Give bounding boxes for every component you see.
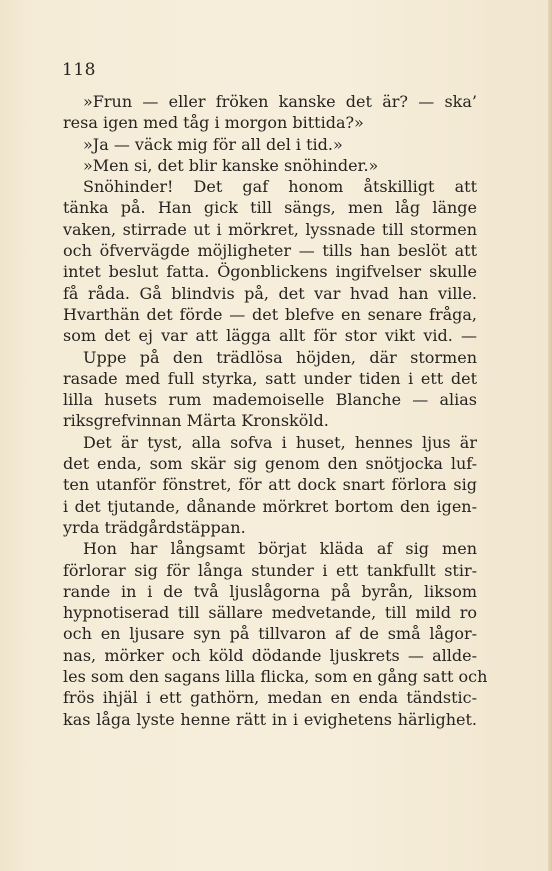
text-line: rande in i de två ljuslågorna på byrån, liksom (63, 581, 477, 601)
text-line: lilla husets rum mademoiselle Blanche — alias (63, 390, 477, 410)
text-line: rasade med full styrka, satt under tiden i ett det (63, 368, 477, 388)
text-line: hypnotiserad till sällare medvetande, till mild ro (63, 603, 477, 623)
text-line: Hvarthän det förde — det blefve en senare fråga, (63, 304, 477, 324)
text-line: resa igen med tåg i morgon bittida?» (63, 113, 364, 133)
text-line: nas, mörker och köld dödande ljuskrets — allde- (63, 645, 477, 665)
text-line: »Frun — eller fröken kanske det är? — ska’ (83, 92, 477, 111)
text-line: och öfvervägde möjligheter — tills han beslöt att (63, 241, 477, 261)
body-text (63, 91, 488, 730)
text-line: intet beslut fatta. Ögonblickens ingifvelser skulle (63, 262, 477, 282)
text-line: det enda, som skär sig genom den snötjocka luf- (63, 454, 477, 474)
text-line: och en ljusare syn på tillvaron af de små lågor- (63, 624, 477, 644)
page-edge (548, 0, 552, 871)
text-line: frös ihjäl i ett gathörn, medan en enda tändstic- (63, 688, 477, 708)
text-line: kas låga lyste henne rätt in i evighetens härlighet. (63, 709, 477, 729)
text-line: Uppe på den trädlösa höjden, där stormen (83, 347, 477, 367)
text-line: i det tjutande, dånande mörkret bortom den igen- (63, 496, 477, 516)
text-line: riksgrefvinnan Märta Kronsköld. (63, 411, 329, 431)
text-line: Snöhinder! Det gaf honom åtskilligt att (83, 177, 477, 197)
text-line: yrda trädgårdstäppan. (63, 517, 246, 537)
text-line: som det ej var att lägga allt för stor vikt vid. — (63, 326, 477, 346)
page-number: 118 (62, 60, 96, 80)
text-line: »Men si, det blir kanske snöhinder.» (83, 155, 379, 175)
text-line: Hon har långsamt börjat kläda af sig men (83, 539, 477, 559)
text-line: tänka på. Han gick till sängs, men låg länge (63, 198, 477, 218)
text-line: ten utanför fönstret, för att dock snart förlora sig (63, 475, 477, 495)
text-line: Det är tyst, alla sofva i huset, hennes ljus är (83, 432, 477, 452)
text-line: få råda. Gå blindvis på, det var hvad han ville. (63, 283, 477, 303)
text-line: vaken, stirrade ut i mörkret, lyssnade till stormen (63, 219, 477, 239)
text-line: »Ja — väck mig för all del i tid.» (83, 134, 343, 154)
text-line: förlorar sig för långa stunder i ett tankfullt stir- (63, 560, 477, 580)
text-line: les som den sagans lilla flicka, som en gång satt och (63, 667, 488, 687)
